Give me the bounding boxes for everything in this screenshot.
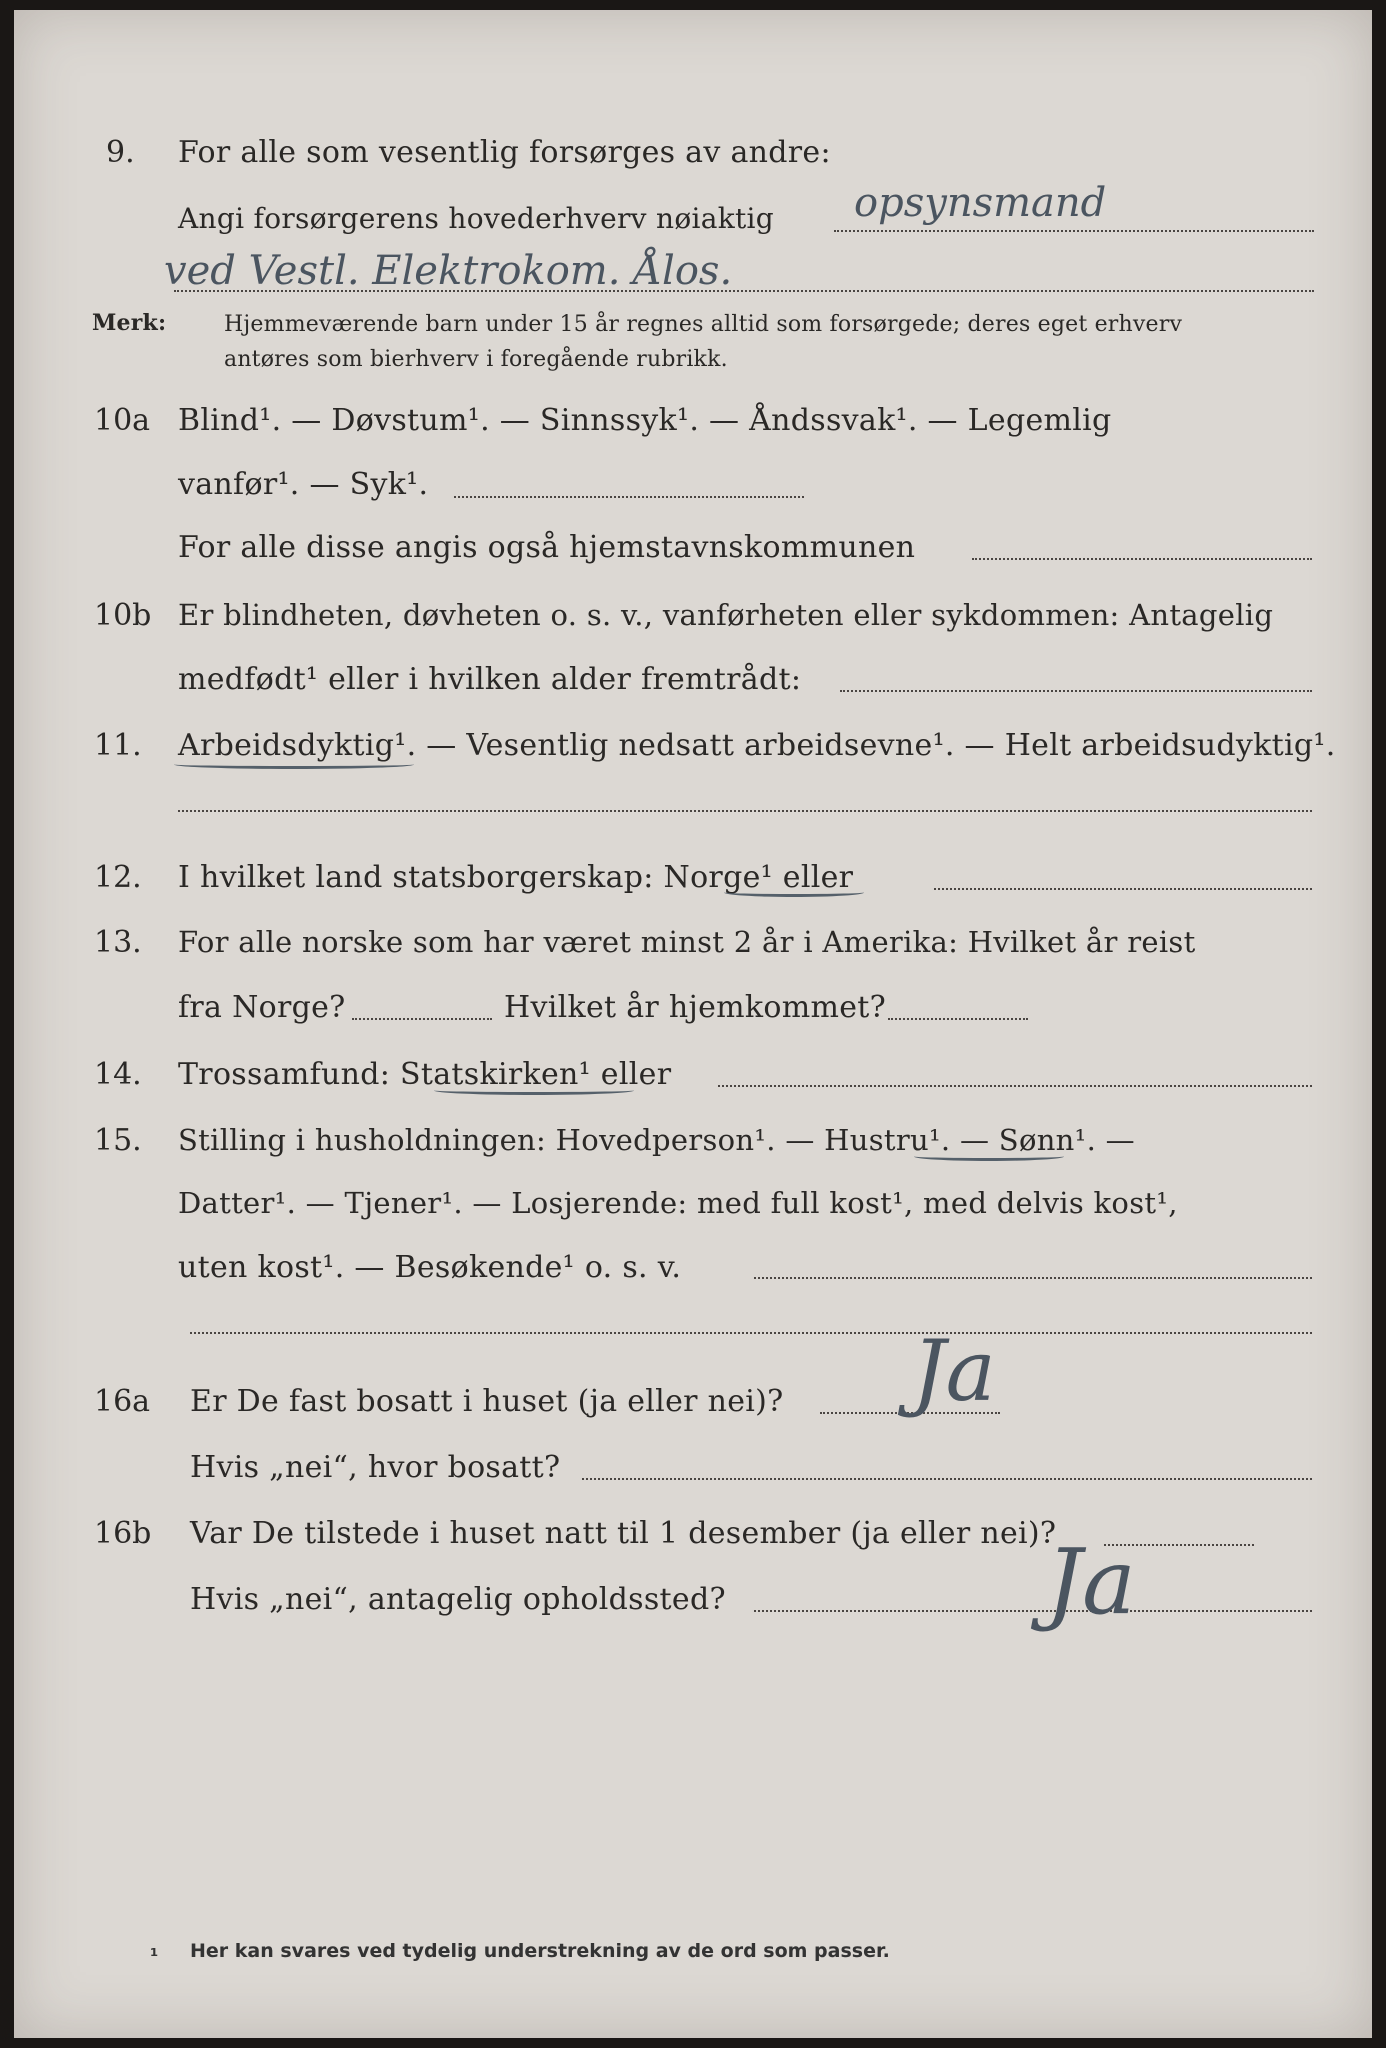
q11-answer-line bbox=[178, 810, 1312, 812]
q10b-line1: Er blindheten, døvheten o. s. v., vanførheten eller sykdommen: Antagelig bbox=[178, 598, 1274, 632]
q14-underline-statskirken bbox=[434, 1086, 634, 1095]
q9-line1: For alle som vesentlig forsørges av andre: bbox=[178, 135, 831, 170]
q9-number: 9. bbox=[106, 135, 135, 170]
footnote-mark: ¹ bbox=[150, 1945, 159, 1967]
q16a-line1: Er De fast bosatt i huset (ja eller nei)? bbox=[190, 1384, 784, 1419]
q10a-line2: vanfør¹. — Syk¹. bbox=[178, 467, 429, 502]
q15-line3: uten kost¹. — Besøkende¹ o. s. v. bbox=[178, 1250, 682, 1285]
merk-line1: Hjemmeværende barn under 15 år regnes alltid som forsørgede; deres eget erhverv bbox=[224, 312, 1183, 337]
q13-departure-year-line bbox=[352, 1018, 492, 1020]
q15-number: 15. bbox=[94, 1123, 142, 1158]
q15-underline-hustru bbox=[914, 1152, 1064, 1161]
q10a-line3: For alle disse angis også hjemstavnskommunen bbox=[178, 530, 916, 565]
q13-return-year-line bbox=[888, 1018, 1028, 1020]
q16a-residence-line bbox=[582, 1478, 1312, 1480]
q10a-line1: Blind¹. — Døvstum¹. — Sinnssyk¹. — Åndssvak¹. — Legemlig bbox=[178, 403, 1112, 438]
q15-answer-line-1 bbox=[754, 1277, 1312, 1279]
q14-answer-line bbox=[718, 1085, 1312, 1087]
q16b-number: 16b bbox=[94, 1516, 152, 1551]
q16b-whereabouts-line bbox=[754, 1610, 1312, 1612]
q15-answer-line-2 bbox=[190, 1332, 1312, 1334]
q10b-answer-line bbox=[840, 690, 1312, 692]
q10a-sick-answer-line bbox=[454, 496, 804, 498]
q13-line2b: Hvilket år hjemkommet? bbox=[504, 990, 887, 1025]
q9-answer-line2 bbox=[174, 290, 1314, 292]
footnote-text: Her kan svares ved tydelig understrekning av de ord som passer. bbox=[190, 1940, 890, 1962]
q10a-home-municipality-line bbox=[972, 558, 1312, 560]
q9-handwritten-answer-1: opsynsmand bbox=[854, 180, 1107, 226]
q12-answer-line bbox=[934, 888, 1312, 890]
q15-line2: Datter¹. — Tjener¹. — Losjerende: med full kost¹, med delvis kost¹, bbox=[178, 1186, 1178, 1220]
q12-number: 12. bbox=[94, 860, 142, 895]
q9-line2-label: Angi forsørgerens hovederhverv nøiaktig bbox=[178, 202, 775, 235]
q10a-number: 10a bbox=[94, 403, 151, 438]
q14-line1: Trossamfund: Statskirken¹ eller bbox=[178, 1057, 672, 1092]
q16a-handwritten-answer: Ja bbox=[912, 1322, 996, 1420]
q16b-line2: Hvis „nei“, antagelig opholdssted? bbox=[190, 1582, 726, 1617]
q16b-line1: Var De tilstede i huset natt til 1 desember (ja eller nei)? bbox=[190, 1516, 1057, 1551]
q11-underline-arbeidsdyktig bbox=[174, 760, 414, 769]
q13-number: 13. bbox=[94, 925, 142, 960]
q13-line1: For alle norske som har været minst 2 år i Amerika: Hvilket år reist bbox=[178, 925, 1196, 959]
merk-line2: antøres som bierhverv i foregående rubrikk. bbox=[224, 347, 728, 372]
q12-line1: I hvilket land statsborgerskap: Norge¹ eller bbox=[178, 860, 854, 895]
merk-label: Merk: bbox=[92, 310, 167, 336]
q13-line2a: fra Norge? bbox=[178, 990, 346, 1025]
q16a-line2: Hvis „nei“, hvor bosatt? bbox=[190, 1450, 561, 1485]
q10b-line2: medfødt¹ eller i hvilken alder fremtrådt: bbox=[178, 662, 802, 697]
q9-answer-line1 bbox=[834, 230, 1314, 232]
q14-number: 14. bbox=[94, 1057, 142, 1092]
q15-line1: Stilling i husholdningen: Hovedperson¹. — Hustru¹. — Sønn¹. — bbox=[178, 1123, 1135, 1157]
census-form-page bbox=[14, 10, 1372, 2038]
q10b-number: 10b bbox=[94, 598, 152, 633]
q12-underline-norge bbox=[724, 888, 864, 897]
q16b-handwritten-answer: Ja bbox=[1046, 1530, 1136, 1635]
q11-line1: Arbeidsdyktig¹. — Vesentlig nedsatt arbeidsevne¹. — Helt arbeidsudyktig¹. bbox=[178, 728, 1336, 763]
q16a-number: 16a bbox=[94, 1384, 151, 1419]
q11-number: 11. bbox=[94, 728, 142, 763]
q9-handwritten-answer-2: ved Vestl. Elektrokom. Ålos. bbox=[164, 248, 733, 294]
